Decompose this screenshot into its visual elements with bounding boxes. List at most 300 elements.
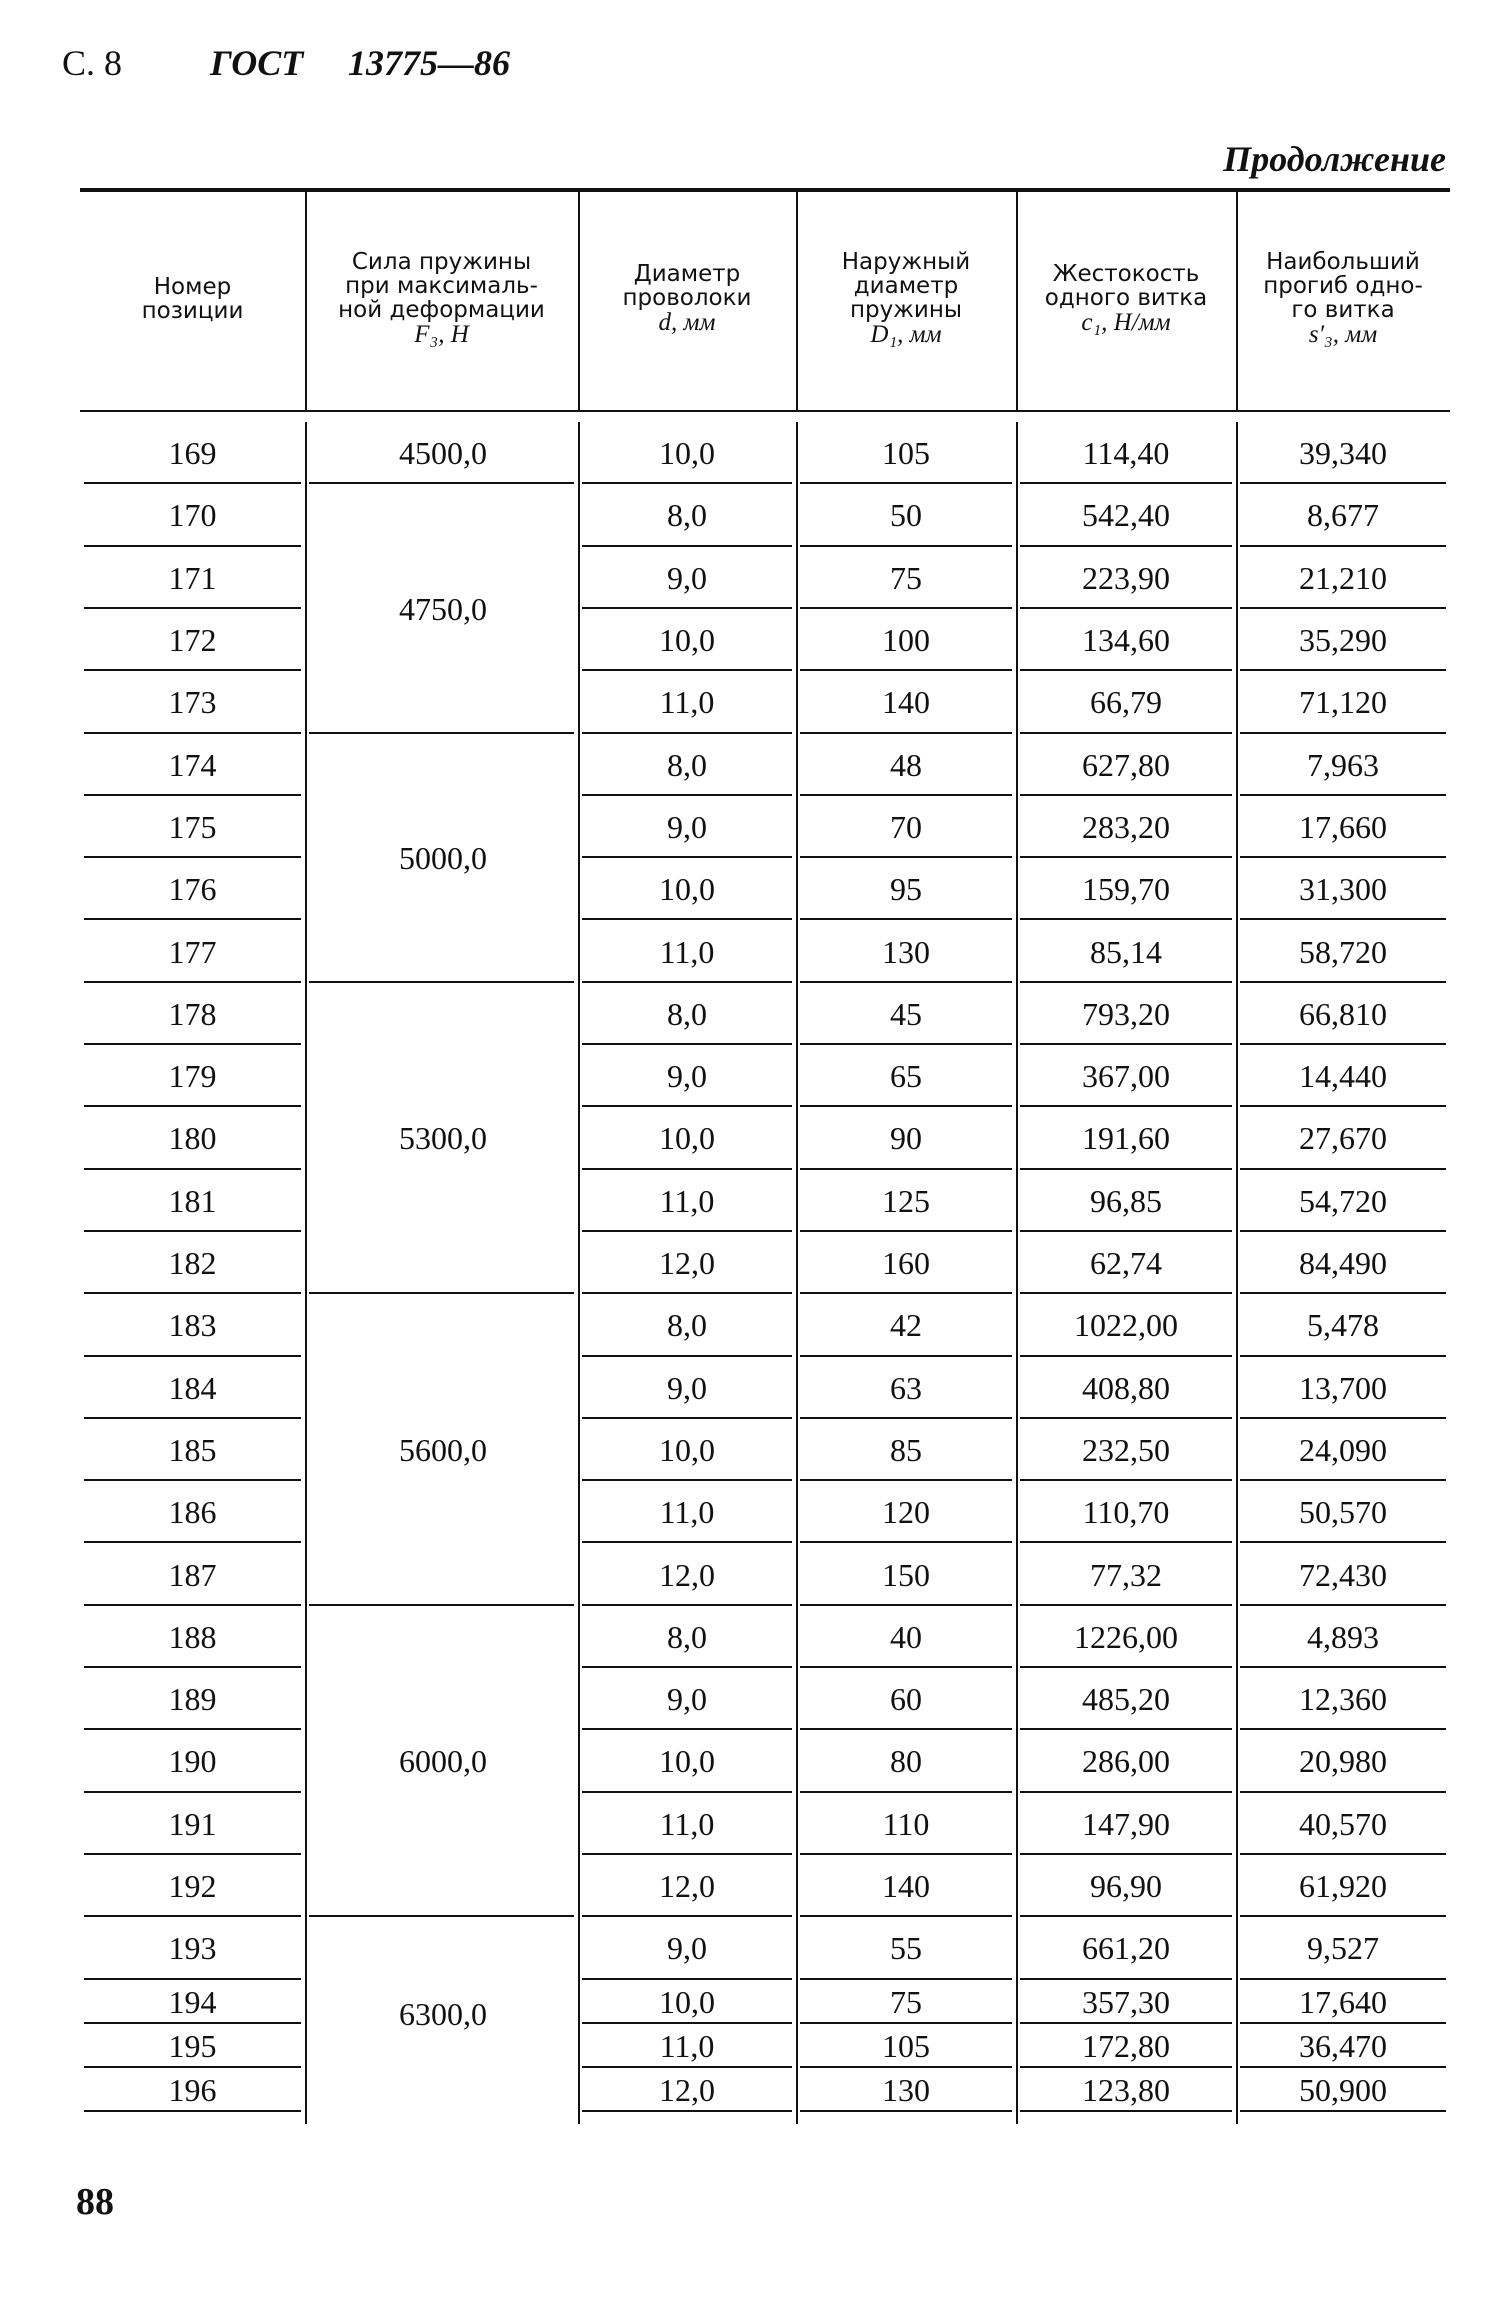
table-cell: 8,0 [667,497,707,534]
body-col-rule [1016,422,1018,2124]
table-cell: 8,0 [667,1307,707,1344]
row-rule [84,1105,301,1107]
table-cell: 661,20 [1082,1930,1170,1967]
row-rule [84,2022,301,2024]
row-rule [800,2066,1012,2068]
force-group-rule [309,1604,574,1606]
table-cell: 9,0 [667,559,707,596]
header-bottom-rule [80,410,1450,412]
table-cell: 96,85 [1090,1182,1162,1219]
table-cell: 100 [882,622,930,659]
table-cell: 58,720 [1299,933,1387,970]
row-rule [582,1043,792,1045]
row-rule [84,1479,301,1481]
column-header [84,196,301,402]
row-rule [1020,794,1232,796]
row-rule [582,669,792,671]
table-cell: 123,80 [1082,2071,1170,2108]
table-cell: 7,963 [1307,746,1379,783]
row-rule [800,1230,1012,1232]
row-rule [1020,1978,1232,1980]
row-rule [1240,981,1446,983]
table-cell: 31,300 [1299,871,1387,908]
body-col-rule [578,422,580,2124]
row-rule [1020,2066,1232,2068]
row-rule [84,856,301,858]
row-rule [800,1604,1012,1606]
header-col-rule [1236,188,1238,410]
table-cell: 1226,00 [1074,1618,1178,1655]
table-cell: 147,90 [1082,1805,1170,1842]
table-cell: 61,920 [1299,1868,1387,1905]
row-rule [800,1355,1012,1357]
row-rule [1240,1666,1446,1668]
body-col-rule [305,422,307,2124]
row-rule [582,1168,792,1170]
column-header [309,196,574,402]
table-cell: 10,0 [659,622,715,659]
row-rule [800,2110,1012,2112]
row-rule [1240,918,1446,920]
row-rule [582,1728,792,1730]
table-cell: 10,0 [659,435,715,472]
row-rule [800,1853,1012,1855]
page-label: С. 8 [62,43,123,83]
row-rule [1240,1604,1446,1606]
table-cell: 367,00 [1082,1058,1170,1095]
row-rule [1020,1168,1232,1170]
table-cell: 160 [882,1245,930,1282]
table-cell: 183 [168,1307,217,1344]
row-rule [1240,1541,1446,1543]
table-cell: 11,0 [659,684,715,721]
row-rule [800,607,1012,609]
table-cell: 14,440 [1299,1058,1387,1095]
row-rule [582,482,792,484]
header-text: Номер [153,273,232,300]
row-rule [1020,2110,1232,2112]
row-rule [1240,1728,1446,1730]
header-symbol: s′₃, мм [1308,321,1378,349]
header-col-rule [796,188,798,410]
row-rule [1020,856,1232,858]
table-cell: 75 [890,1983,922,2020]
table-cell: 75 [890,559,922,596]
table-cell: 17,640 [1299,1983,1387,2020]
row-rule [800,669,1012,671]
row-rule [84,1292,301,1294]
table-cell: 110,70 [1082,1494,1170,1531]
row-rule [582,1541,792,1543]
table-cell: 11,0 [659,1805,715,1842]
row-rule [800,1105,1012,1107]
row-rule [1240,482,1446,484]
header-col-rule [305,188,307,410]
row-rule [1240,856,1446,858]
row-rule [1020,545,1232,547]
table-cell: 27,670 [1299,1120,1387,1157]
table-cell: 195 [168,2027,217,2064]
table-cell: 191 [168,1805,217,1842]
table-cell: 8,0 [667,746,707,783]
row-rule [582,1791,792,1793]
body-col-rule [796,422,798,2124]
row-rule [582,1292,792,1294]
row-rule [1020,1230,1232,1232]
table-cell: 40,570 [1299,1805,1387,1842]
table-cell: 283,20 [1082,808,1170,845]
row-rule [582,2022,792,2024]
row-rule [1240,1853,1446,1855]
row-rule [84,732,301,734]
row-rule [582,1355,792,1357]
table-cell: 77,32 [1090,1556,1162,1593]
force-value: 6300,0 [399,1996,487,2033]
row-rule [582,1604,792,1606]
row-rule [84,1915,301,1917]
header-text: пружины [849,296,963,323]
row-rule [582,1105,792,1107]
table-cell: 177 [168,933,217,970]
table-cell: 17,660 [1299,808,1387,845]
header-text: Наружный [841,248,971,275]
standard-label: ГОСТ [210,43,304,83]
row-rule [84,1355,301,1357]
header-symbol: d, мм [658,309,716,337]
row-rule [84,1791,301,1793]
table-cell: 54,720 [1299,1182,1387,1219]
row-rule [84,545,301,547]
table-cell: 96,90 [1090,1868,1162,1905]
row-rule [1240,2022,1446,2024]
table-cell: 62,74 [1090,1245,1162,1282]
row-rule [800,1728,1012,1730]
table-cell: 176 [168,871,217,908]
table-cell: 182 [168,1245,217,1282]
row-rule [800,545,1012,547]
table-cell: 50,570 [1299,1494,1387,1531]
row-rule [84,1604,301,1606]
table-top-rule [80,188,1450,192]
table-cell: 84,490 [1299,1245,1387,1282]
table-cell: 48 [890,746,922,783]
row-rule [1240,1292,1446,1294]
table-cell: 189 [168,1681,217,1718]
table-cell: 60 [890,1681,922,1718]
table-cell: 186 [168,1494,217,1531]
row-rule [1240,732,1446,734]
table-cell: 408,80 [1082,1369,1170,1406]
row-rule [1240,1915,1446,1917]
row-rule [1240,1479,1446,1481]
column-header [1020,196,1232,402]
table-cell: 12,0 [659,1245,715,1282]
table-cell: 24,090 [1299,1431,1387,1468]
table-cell: 12,0 [659,2071,715,2108]
row-rule [1240,669,1446,671]
table-cell: 485,20 [1082,1681,1170,1718]
row-rule [1020,1915,1232,1917]
header-text: диаметр [853,272,959,299]
table-cell: 10,0 [659,1431,715,1468]
table-cell: 181 [168,1182,217,1219]
row-rule [1240,2110,1446,2112]
row-rule [800,1791,1012,1793]
table-cell: 194 [168,1983,217,2020]
row-rule [84,1978,301,1980]
row-rule [582,1978,792,1980]
table-cell: 180 [168,1120,217,1157]
table-cell: 187 [168,1556,217,1593]
table-cell: 13,700 [1299,1369,1387,1406]
table-cell: 184 [168,1369,217,1406]
column-header [800,196,1012,402]
row-rule [800,1541,1012,1543]
force-group-rule [309,1292,574,1294]
row-rule [84,2110,301,2112]
table-cell: 114,40 [1082,435,1170,472]
force-value: 5000,0 [399,840,487,877]
row-rule [1020,918,1232,920]
table-cell: 10,0 [659,1120,715,1157]
header-text: проволоки [622,284,752,311]
table-cell: 12,0 [659,1556,715,1593]
table-cell: 9,0 [667,808,707,845]
table-cell: 55 [890,1930,922,1967]
page-number: 88 [76,2181,114,2223]
table-cell: 35,290 [1299,622,1387,659]
table-cell: 105 [882,435,930,472]
table-cell: 70 [890,808,922,845]
row-rule [84,607,301,609]
force-value: 4750,0 [399,590,487,627]
row-rule [800,981,1012,983]
table-cell: 174 [168,746,217,783]
table-cell: 11,0 [659,2027,715,2064]
table-cell: 1022,00 [1074,1307,1178,1344]
row-rule [84,482,301,484]
row-rule [1020,1292,1232,1294]
table-cell: 223,90 [1082,559,1170,596]
column-header [1240,196,1446,402]
table-cell: 192 [168,1868,217,1905]
row-rule [582,1417,792,1419]
table-cell: 12,0 [659,1868,715,1905]
table-cell: 130 [882,933,930,970]
table-cell: 188 [168,1618,217,1655]
row-rule [84,1417,301,1419]
table-cell: 85 [890,1431,922,1468]
column-header [582,196,792,402]
row-rule [1020,1541,1232,1543]
row-rule [800,918,1012,920]
row-rule [800,482,1012,484]
table-cell: 172,80 [1082,2027,1170,2064]
row-rule [800,1915,1012,1917]
row-rule [800,2022,1012,2024]
row-rule [800,1292,1012,1294]
table-cell: 185 [168,1431,217,1468]
header-symbol: D₁, мм [870,321,942,349]
table-cell: 627,80 [1082,746,1170,783]
row-rule [800,1417,1012,1419]
row-rule [1020,1666,1232,1668]
table-cell: 140 [882,684,930,721]
table-cell: 12,360 [1299,1681,1387,1718]
table-cell: 150 [882,1556,930,1593]
header-col-rule [578,188,580,410]
row-rule [1240,794,1446,796]
row-rule [1240,1417,1446,1419]
table-cell: 110 [882,1805,930,1842]
table-cell: 66,810 [1299,995,1387,1032]
row-rule [1020,1853,1232,1855]
row-rule [1020,1479,1232,1481]
table-cell: 9,0 [667,1930,707,1967]
force-value: 4500,0 [399,435,487,472]
force-group-rule [309,1915,574,1917]
header-symbol: F₃, Н [414,321,469,349]
row-rule [1020,1791,1232,1793]
row-rule [1020,1417,1232,1419]
table-cell: 542,40 [1082,497,1170,534]
row-rule [582,1853,792,1855]
header-text: Жестокость [1052,260,1200,287]
table-cell: 11,0 [659,933,715,970]
row-rule [1240,1978,1446,1980]
header-text: Сила пружины [351,248,532,275]
row-rule [1240,545,1446,547]
row-rule [1020,669,1232,671]
table-cell: 171 [168,559,217,596]
force-group-rule [309,732,574,734]
row-rule [582,2110,792,2112]
table-cell: 140 [882,1868,930,1905]
table-cell: 170 [168,497,217,534]
table-cell: 10,0 [659,871,715,908]
table-cell: 9,0 [667,1369,707,1406]
header-text: прогиб одно- [1263,272,1423,299]
table-cell: 105 [882,2027,930,2064]
row-rule [1240,1355,1446,1357]
row-rule [84,1043,301,1045]
table-cell: 125 [882,1182,930,1219]
row-rule [800,1043,1012,1045]
row-rule [84,794,301,796]
row-rule [1240,1105,1446,1107]
row-rule [800,1479,1012,1481]
row-rule [1020,1043,1232,1045]
table-cell: 9,0 [667,1681,707,1718]
row-rule [800,732,1012,734]
row-rule [800,1168,1012,1170]
row-rule [1240,2066,1446,2068]
row-rule [1020,1105,1232,1107]
table-cell: 191,60 [1082,1120,1170,1157]
row-rule [84,1541,301,1543]
table-cell: 173 [168,684,217,721]
header-text: Наибольший [1266,248,1420,275]
row-rule [84,1666,301,1668]
row-rule [84,1853,301,1855]
row-rule [1020,1355,1232,1357]
table-cell: 179 [168,1058,217,1095]
table-cell: 80 [890,1743,922,1780]
row-rule [800,856,1012,858]
table-cell: 65 [890,1058,922,1095]
table-cell: 50 [890,497,922,534]
row-rule [582,918,792,920]
row-rule [1020,1728,1232,1730]
table-cell: 172 [168,622,217,659]
row-rule [1020,482,1232,484]
row-rule [1020,981,1232,983]
row-rule [582,1915,792,1917]
table-cell: 159,70 [1082,871,1170,908]
table-cell: 45 [890,995,922,1032]
header-text: го витка [1291,296,1395,323]
table-cell: 169 [168,435,217,472]
table-cell: 39,340 [1299,435,1387,472]
table-cell: 95 [890,871,922,908]
row-rule [84,1168,301,1170]
table-cell: 130 [882,2071,930,2108]
table-cell: 178 [168,995,217,1032]
table-cell: 175 [168,808,217,845]
row-rule [1240,1791,1446,1793]
table-cell: 5,478 [1307,1307,1379,1344]
row-rule [582,1479,792,1481]
table-cell: 63 [890,1369,922,1406]
row-rule [1020,2022,1232,2024]
force-value: 5300,0 [399,1120,487,1157]
row-rule [1020,607,1232,609]
table-cell: 11,0 [659,1494,715,1531]
table-cell: 11,0 [659,1182,715,1219]
row-rule [582,1230,792,1232]
row-rule [1240,1230,1446,1232]
row-rule [582,794,792,796]
row-rule [84,1230,301,1232]
force-value: 6000,0 [399,1743,487,1780]
table-cell: 36,470 [1299,2027,1387,2064]
table-cell: 72,430 [1299,1556,1387,1593]
row-rule [582,981,792,983]
header-text: ной деформации [338,296,545,323]
row-rule [1240,607,1446,609]
table-cell: 85,14 [1090,933,1162,970]
header-col-rule [1016,188,1018,410]
standard-number: 13775—86 [348,43,510,83]
row-rule [84,918,301,920]
header-text: при максималь- [345,272,538,299]
row-rule [1240,1043,1446,1045]
row-rule [84,2066,301,2068]
header-text: позиции [141,298,244,324]
table-cell: 50,900 [1299,2071,1387,2108]
header-text: одного витка [1044,284,1208,311]
table-cell: 4,893 [1307,1618,1379,1655]
row-rule [1020,732,1232,734]
row-rule [582,2066,792,2068]
table-cell: 66,79 [1090,684,1162,721]
table-cell: 42 [890,1307,922,1344]
table-cell: 196 [168,2071,217,2108]
table-cell: 193 [168,1930,217,1967]
table-cell: 357,30 [1082,1983,1170,2020]
continuation-label: Продолжение [1223,139,1446,179]
row-rule [582,732,792,734]
